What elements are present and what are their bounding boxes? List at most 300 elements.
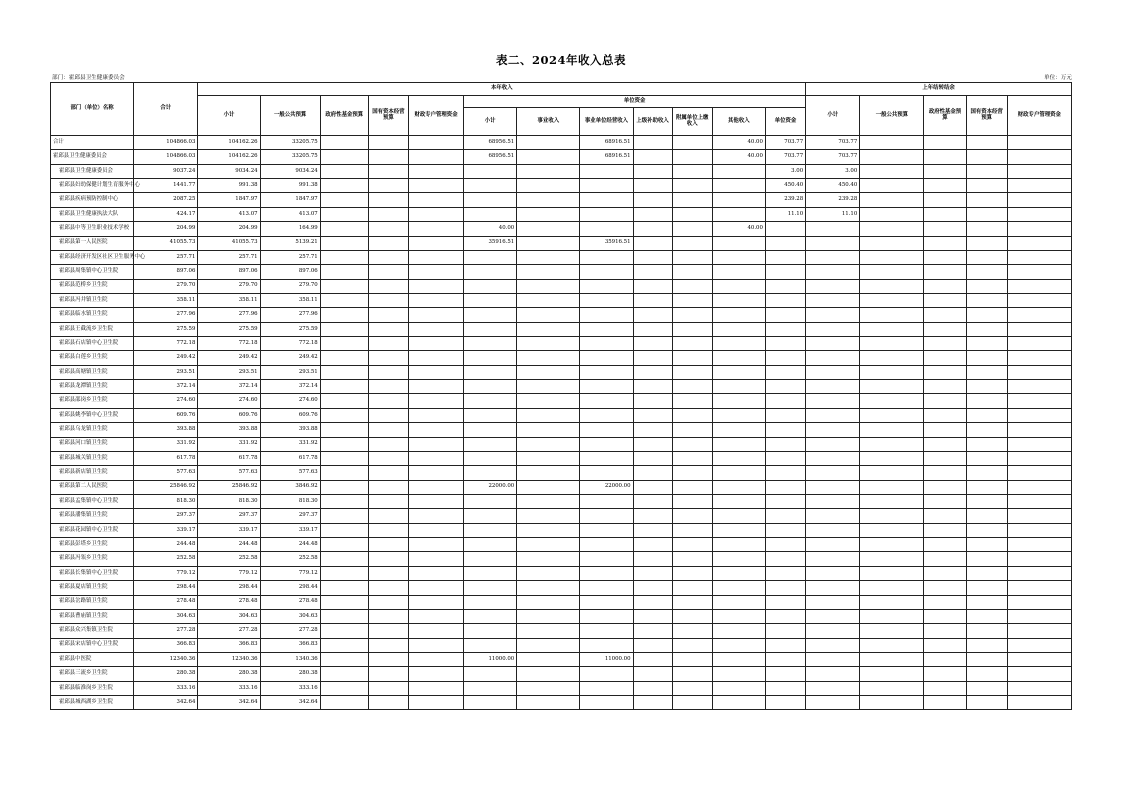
- row-value-cell: [765, 408, 805, 422]
- row-value-cell: [860, 609, 924, 623]
- row-value-cell: [1007, 638, 1071, 652]
- row-value-cell: [368, 696, 408, 710]
- row-value-cell: [633, 552, 672, 566]
- row-value-cell: [580, 308, 633, 322]
- row-value-cell: [633, 236, 672, 250]
- row-value-cell: [806, 293, 860, 307]
- table-row: [51, 494, 1072, 508]
- row-value-cell: [712, 193, 765, 207]
- row-value-cell: [408, 236, 463, 250]
- row-value-cell: 280.38: [198, 667, 260, 681]
- row-value-cell: [860, 638, 924, 652]
- row-value-cell: [517, 408, 580, 422]
- row-value-cell: [633, 494, 672, 508]
- row-value-cell: [860, 365, 924, 379]
- row-value-cell: [1007, 423, 1071, 437]
- row-value-cell: [517, 380, 580, 394]
- row-value-cell: [924, 494, 966, 508]
- row-value-cell: [924, 279, 966, 293]
- row-value-cell: 298.44: [260, 581, 320, 595]
- header-superior-subsidy: 上级补助收入: [633, 108, 672, 136]
- row-value-cell: [966, 667, 1007, 681]
- row-value-cell: [408, 136, 463, 150]
- table-row: [51, 337, 1072, 351]
- row-value-cell: [580, 365, 633, 379]
- row-value-cell: [924, 538, 966, 552]
- row-value-cell: [517, 451, 580, 465]
- row-value-cell: [712, 466, 765, 480]
- row-value-cell: [1007, 236, 1071, 250]
- row-value-cell: [765, 595, 805, 609]
- row-value-cell: [368, 222, 408, 236]
- row-value-cell: [320, 437, 368, 451]
- row-value-cell: [924, 150, 966, 164]
- row-value-cell: [765, 538, 805, 552]
- row-value-cell: 9034.24: [198, 164, 260, 178]
- row-value-cell: 278.48: [198, 595, 260, 609]
- row-value-cell: [517, 609, 580, 623]
- header-c-state-capital: 国有资本经营预算: [966, 96, 1007, 136]
- row-value-cell: [408, 265, 463, 279]
- row-value-cell: [517, 624, 580, 638]
- row-value-cell: 772.18: [260, 337, 320, 351]
- row-value-cell: [580, 193, 633, 207]
- row-value-cell: [806, 437, 860, 451]
- row-value-cell: 68956.51: [464, 150, 517, 164]
- row-value-cell: [408, 193, 463, 207]
- row-value-cell: [966, 293, 1007, 307]
- row-value-cell: 278.48: [134, 595, 198, 609]
- row-value-cell: [966, 250, 1007, 264]
- table-row: [51, 351, 1072, 365]
- row-value-cell: [633, 222, 672, 236]
- row-value-cell: 2087.25: [134, 193, 198, 207]
- row-value-cell: [672, 279, 712, 293]
- row-value-cell: [517, 250, 580, 264]
- header-carryover: 上年结转结余: [806, 83, 1072, 96]
- row-value-cell: 164.99: [260, 222, 320, 236]
- row-value-cell: [712, 595, 765, 609]
- row-name-cell: 霍邱县临淮岗乡卫生院: [51, 681, 134, 695]
- row-value-cell: [924, 581, 966, 595]
- row-value-cell: [966, 408, 1007, 422]
- row-value-cell: 257.71: [260, 250, 320, 264]
- row-value-cell: [672, 523, 712, 537]
- row-name-cell: 霍邱县第二人民医院: [51, 480, 134, 494]
- row-value-cell: [924, 380, 966, 394]
- row-value-cell: [860, 538, 924, 552]
- header-state-capital: 国有资本经营预算: [368, 96, 408, 136]
- row-value-cell: 333.16: [198, 681, 260, 695]
- row-value-cell: [580, 681, 633, 695]
- row-value-cell: [672, 566, 712, 580]
- row-value-cell: [320, 351, 368, 365]
- row-value-cell: 293.51: [198, 365, 260, 379]
- row-value-cell: [517, 337, 580, 351]
- row-value-cell: 12340.36: [134, 652, 198, 666]
- table-row: [51, 466, 1072, 480]
- row-value-cell: [672, 365, 712, 379]
- table-row: [51, 293, 1072, 307]
- row-value-cell: 1847.97: [260, 193, 320, 207]
- row-value-cell: [765, 638, 805, 652]
- row-value-cell: [765, 451, 805, 465]
- row-value-cell: 9037.24: [134, 164, 198, 178]
- table-row: [51, 193, 1072, 207]
- row-value-cell: [1007, 538, 1071, 552]
- row-value-cell: [464, 164, 517, 178]
- row-value-cell: [924, 681, 966, 695]
- row-value-cell: [966, 581, 1007, 595]
- table-row: [51, 696, 1072, 710]
- row-value-cell: 991.38: [198, 179, 260, 193]
- row-value-cell: [517, 509, 580, 523]
- row-value-cell: [464, 394, 517, 408]
- header-dept-name: 部门（单位）名称: [51, 83, 134, 136]
- row-value-cell: 297.37: [260, 509, 320, 523]
- row-value-cell: [580, 322, 633, 336]
- row-value-cell: [860, 164, 924, 178]
- row-value-cell: [672, 423, 712, 437]
- row-value-cell: [712, 365, 765, 379]
- row-value-cell: [320, 265, 368, 279]
- row-value-cell: [672, 179, 712, 193]
- row-value-cell: 342.64: [198, 696, 260, 710]
- row-value-cell: [924, 624, 966, 638]
- row-value-cell: [1007, 380, 1071, 394]
- row-value-cell: 358.11: [198, 293, 260, 307]
- row-value-cell: [966, 466, 1007, 480]
- row-value-cell: [924, 437, 966, 451]
- row-value-cell: 818.30: [260, 494, 320, 508]
- row-value-cell: 450.40: [765, 179, 805, 193]
- row-value-cell: [320, 164, 368, 178]
- row-value-cell: 413.07: [260, 207, 320, 221]
- row-value-cell: [408, 624, 463, 638]
- row-value-cell: [633, 193, 672, 207]
- row-value-cell: [924, 609, 966, 623]
- row-value-cell: [672, 494, 712, 508]
- row-value-cell: 3.00: [765, 164, 805, 178]
- row-value-cell: 366.83: [260, 638, 320, 652]
- row-name-cell: 霍邱县中医院: [51, 652, 134, 666]
- row-value-cell: [712, 179, 765, 193]
- row-value-cell: [1007, 293, 1071, 307]
- row-value-cell: [712, 638, 765, 652]
- table-row: [51, 451, 1072, 465]
- row-value-cell: [1007, 222, 1071, 236]
- row-value-cell: [368, 494, 408, 508]
- row-value-cell: 577.63: [260, 466, 320, 480]
- table-row: [51, 652, 1072, 666]
- header-fiscal-special: 财政专户管理资金: [408, 96, 463, 136]
- row-value-cell: [765, 337, 805, 351]
- row-value-cell: [368, 451, 408, 465]
- row-value-cell: [924, 466, 966, 480]
- row-name-cell: 霍邱县夏店镇卫生院: [51, 581, 134, 595]
- row-value-cell: [464, 509, 517, 523]
- row-value-cell: [517, 207, 580, 221]
- row-value-cell: [464, 408, 517, 422]
- table-row: [51, 523, 1072, 537]
- row-value-cell: [1007, 365, 1071, 379]
- row-value-cell: [966, 681, 1007, 695]
- row-value-cell: [368, 480, 408, 494]
- row-value-cell: 331.92: [134, 437, 198, 451]
- row-value-cell: [672, 466, 712, 480]
- row-value-cell: 275.59: [198, 322, 260, 336]
- row-name-cell: 霍邱县经济开发区社区卫生服务中心: [51, 250, 134, 264]
- row-value-cell: [408, 322, 463, 336]
- row-value-cell: [966, 365, 1007, 379]
- row-value-cell: [924, 509, 966, 523]
- row-value-cell: [320, 509, 368, 523]
- row-value-cell: [1007, 265, 1071, 279]
- row-value-cell: [712, 322, 765, 336]
- row-value-cell: [924, 179, 966, 193]
- row-value-cell: [860, 179, 924, 193]
- row-value-cell: [712, 236, 765, 250]
- row-value-cell: [633, 609, 672, 623]
- row-value-cell: [464, 179, 517, 193]
- row-value-cell: [966, 638, 1007, 652]
- row-value-cell: [712, 581, 765, 595]
- row-value-cell: [672, 667, 712, 681]
- row-value-cell: [517, 494, 580, 508]
- row-value-cell: [860, 380, 924, 394]
- row-value-cell: [320, 193, 368, 207]
- header-current-year: 本年收入: [198, 83, 806, 96]
- row-value-cell: [712, 207, 765, 221]
- row-value-cell: [672, 394, 712, 408]
- row-value-cell: 280.38: [134, 667, 198, 681]
- row-value-cell: [765, 265, 805, 279]
- row-value-cell: [672, 652, 712, 666]
- row-value-cell: 40.00: [712, 136, 765, 150]
- header-general-budget: 一般公共预算: [260, 96, 320, 136]
- row-value-cell: [712, 609, 765, 623]
- row-value-cell: [464, 681, 517, 695]
- row-value-cell: 68956.51: [464, 136, 517, 150]
- row-value-cell: [517, 394, 580, 408]
- row-value-cell: [1007, 552, 1071, 566]
- row-value-cell: [464, 250, 517, 264]
- header-business-income: 事业收入: [517, 108, 580, 136]
- row-value-cell: [320, 566, 368, 580]
- row-value-cell: [633, 466, 672, 480]
- row-value-cell: 342.64: [260, 696, 320, 710]
- row-value-cell: [633, 480, 672, 494]
- row-value-cell: [806, 351, 860, 365]
- row-value-cell: 779.12: [260, 566, 320, 580]
- row-value-cell: [966, 509, 1007, 523]
- row-value-cell: [408, 250, 463, 264]
- row-value-cell: 41055.73: [134, 236, 198, 250]
- row-value-cell: [633, 451, 672, 465]
- row-value-cell: [368, 566, 408, 580]
- row-value-cell: [580, 207, 633, 221]
- row-value-cell: [712, 451, 765, 465]
- row-value-cell: [1007, 164, 1071, 178]
- row-value-cell: [408, 552, 463, 566]
- row-value-cell: [633, 394, 672, 408]
- row-value-cell: [580, 437, 633, 451]
- row-value-cell: [408, 638, 463, 652]
- row-value-cell: 342.64: [134, 696, 198, 710]
- row-value-cell: [408, 351, 463, 365]
- row-value-cell: [633, 408, 672, 422]
- row-value-cell: [580, 293, 633, 307]
- row-value-cell: 1340.36: [260, 652, 320, 666]
- row-value-cell: [924, 351, 966, 365]
- row-value-cell: [517, 179, 580, 193]
- row-value-cell: [517, 423, 580, 437]
- row-value-cell: [320, 236, 368, 250]
- row-value-cell: [517, 523, 580, 537]
- table-row: [51, 552, 1072, 566]
- row-name-cell: 霍邱县众兴集镇卫生院: [51, 624, 134, 638]
- row-value-cell: [1007, 696, 1071, 710]
- row-value-cell: [408, 652, 463, 666]
- row-name-cell: 霍邱县中等卫生职业技术学校: [51, 222, 134, 236]
- row-value-cell: [633, 437, 672, 451]
- row-value-cell: [320, 322, 368, 336]
- row-value-cell: [860, 624, 924, 638]
- row-value-cell: 277.28: [260, 624, 320, 638]
- row-value-cell: [672, 509, 712, 523]
- row-value-cell: [806, 581, 860, 595]
- row-value-cell: 298.44: [198, 581, 260, 595]
- row-value-cell: 413.07: [198, 207, 260, 221]
- row-value-cell: [672, 207, 712, 221]
- row-value-cell: [966, 380, 1007, 394]
- row-value-cell: 1441.77: [134, 179, 198, 193]
- row-value-cell: [517, 638, 580, 652]
- row-value-cell: 274.60: [260, 394, 320, 408]
- row-value-cell: 277.96: [134, 308, 198, 322]
- row-value-cell: 818.30: [198, 494, 260, 508]
- row-value-cell: [517, 265, 580, 279]
- row-value-cell: [368, 279, 408, 293]
- row-value-cell: [580, 581, 633, 595]
- table-row: [51, 365, 1072, 379]
- row-value-cell: [924, 365, 966, 379]
- row-value-cell: 779.12: [134, 566, 198, 580]
- row-value-cell: [860, 337, 924, 351]
- row-value-cell: [368, 236, 408, 250]
- row-value-cell: 68916.51: [580, 136, 633, 150]
- row-name-cell: 霍邱县宋店镇中心卫生院: [51, 638, 134, 652]
- row-value-cell: 275.59: [260, 322, 320, 336]
- row-value-cell: 279.70: [134, 279, 198, 293]
- row-value-cell: [320, 681, 368, 695]
- row-value-cell: [966, 552, 1007, 566]
- row-value-cell: [966, 308, 1007, 322]
- row-value-cell: 298.44: [134, 581, 198, 595]
- row-value-cell: [672, 638, 712, 652]
- row-value-cell: [924, 552, 966, 566]
- row-value-cell: [765, 279, 805, 293]
- row-value-cell: [580, 250, 633, 264]
- row-value-cell: [368, 423, 408, 437]
- row-value-cell: [580, 638, 633, 652]
- row-value-cell: [860, 293, 924, 307]
- row-value-cell: [966, 136, 1007, 150]
- row-value-cell: [580, 265, 633, 279]
- row-value-cell: 104162.26: [198, 150, 260, 164]
- row-value-cell: [966, 279, 1007, 293]
- row-value-cell: [966, 423, 1007, 437]
- header-unit-subtotal: 小计: [464, 108, 517, 136]
- row-value-cell: [368, 150, 408, 164]
- row-value-cell: 703.77: [806, 150, 860, 164]
- row-value-cell: [633, 581, 672, 595]
- row-value-cell: [464, 494, 517, 508]
- row-value-cell: 779.12: [198, 566, 260, 580]
- row-value-cell: 22000.00: [464, 480, 517, 494]
- row-value-cell: [672, 408, 712, 422]
- row-value-cell: [860, 250, 924, 264]
- row-value-cell: [517, 667, 580, 681]
- row-value-cell: [580, 179, 633, 193]
- row-value-cell: 304.63: [260, 609, 320, 623]
- row-value-cell: [860, 652, 924, 666]
- row-value-cell: [765, 365, 805, 379]
- row-value-cell: [408, 179, 463, 193]
- row-value-cell: [712, 337, 765, 351]
- row-value-cell: [924, 566, 966, 580]
- row-value-cell: [924, 696, 966, 710]
- row-value-cell: [320, 380, 368, 394]
- row-value-cell: [860, 136, 924, 150]
- row-value-cell: [368, 337, 408, 351]
- row-value-cell: [806, 552, 860, 566]
- row-value-cell: [408, 337, 463, 351]
- row-value-cell: [672, 552, 712, 566]
- row-value-cell: [924, 250, 966, 264]
- row-value-cell: [924, 423, 966, 437]
- row-value-cell: [712, 566, 765, 580]
- row-value-cell: [517, 322, 580, 336]
- row-value-cell: [633, 136, 672, 150]
- row-value-cell: [672, 451, 712, 465]
- row-value-cell: 703.77: [765, 150, 805, 164]
- row-value-cell: 40.00: [712, 222, 765, 236]
- table-row: [51, 250, 1072, 264]
- table-row: [51, 681, 1072, 695]
- row-value-cell: [860, 279, 924, 293]
- row-value-cell: [765, 322, 805, 336]
- row-value-cell: [966, 696, 1007, 710]
- row-value-cell: [320, 466, 368, 480]
- row-name-cell: 霍邱县城西湖乡卫生院: [51, 696, 134, 710]
- row-value-cell: 372.14: [134, 380, 198, 394]
- row-value-cell: [1007, 150, 1071, 164]
- row-value-cell: [320, 552, 368, 566]
- row-value-cell: [517, 581, 580, 595]
- row-value-cell: [1007, 451, 1071, 465]
- row-name-cell: 霍邱县新店镇卫生院: [51, 466, 134, 480]
- row-value-cell: [924, 523, 966, 537]
- row-value-cell: 331.92: [260, 437, 320, 451]
- row-value-cell: 278.48: [260, 595, 320, 609]
- row-value-cell: [580, 351, 633, 365]
- row-value-cell: [368, 552, 408, 566]
- row-value-cell: [860, 667, 924, 681]
- row-value-cell: [320, 423, 368, 437]
- row-value-cell: 33205.75: [260, 150, 320, 164]
- table-body: [51, 136, 1072, 710]
